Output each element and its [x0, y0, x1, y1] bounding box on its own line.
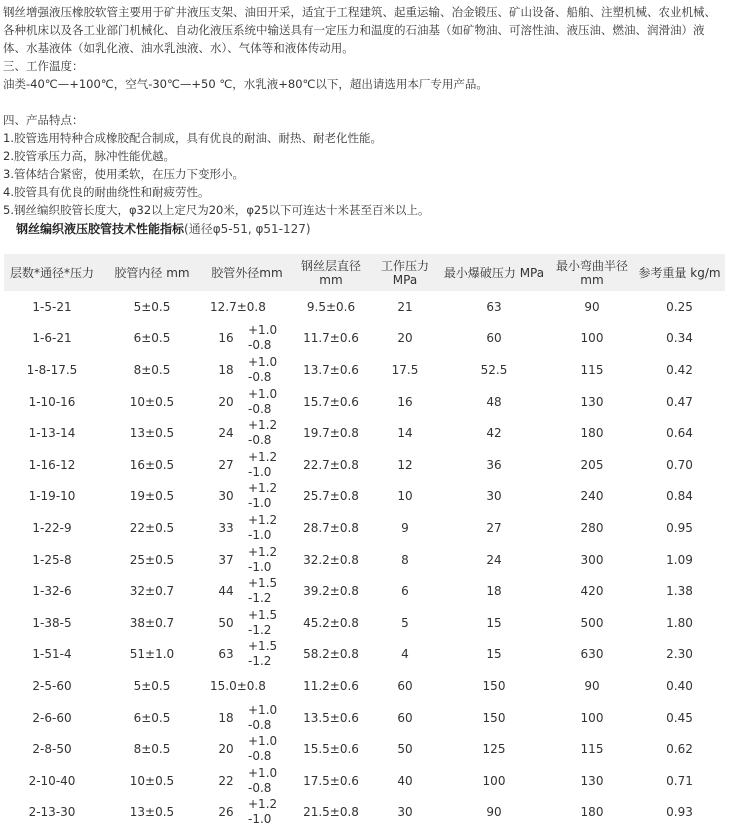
table-row [4, 575, 725, 607]
tolerance-minus: -0.8 [248, 718, 290, 733]
table-row [4, 291, 725, 323]
cell-spec: 1-38-5 [4, 607, 100, 639]
tolerance-minus: -1.2 [248, 654, 290, 669]
cell-burst-pressure: 52.5 [438, 354, 550, 386]
tolerance-plus: +1.5 [248, 608, 290, 623]
cell-wire-diameter: 13.7±0.6 [290, 354, 372, 386]
cell-outer-diameter [204, 544, 290, 576]
cell-working-pressure: 60 [372, 670, 438, 702]
cell-inner-diameter: 13±0.5 [100, 797, 204, 828]
cell-inner-diameter: 8±0.5 [100, 354, 204, 386]
spec-table-body [4, 291, 725, 828]
cell-outer-diameter [204, 323, 290, 355]
feature-item: 3.管体结合紧密，使用柔软，在压力下变形小。 [0, 165, 747, 183]
header-wire-l1: 钢丝层直径 [301, 259, 361, 273]
table-header-row [4, 254, 725, 291]
tolerance-plus: +1.0 [248, 766, 290, 781]
cell-bend-radius: 130 [550, 386, 634, 418]
cell-working-pressure: 9 [372, 512, 438, 544]
cell-outer-diameter [204, 386, 290, 418]
cell-wire-diameter: 15.5±0.6 [290, 733, 372, 765]
cell-weight: 0.40 [634, 670, 725, 702]
cell-burst-pressure: 18 [438, 575, 550, 607]
cell-wire-diameter: 21.5±0.8 [290, 797, 372, 828]
cell-bend-radius: 100 [550, 323, 634, 355]
cell-outer-diameter [204, 512, 290, 544]
cell-weight: 0.84 [634, 481, 725, 513]
cell-weight: 0.45 [634, 702, 725, 734]
outer-diameter-value: 15.0±0.8 [204, 678, 290, 694]
cell-inner-diameter: 10±0.5 [100, 765, 204, 797]
tolerance-plus: +1.2 [248, 545, 290, 560]
cell-working-pressure: 6 [372, 575, 438, 607]
cell-outer-diameter [204, 797, 290, 828]
cell-wire-diameter: 22.7±0.8 [290, 449, 372, 481]
cell-inner-diameter: 5±0.5 [100, 291, 204, 323]
table-row [4, 481, 725, 513]
intro-line-3: 体、水基液体（如乳化液、油水乳浊液、水）、气体等和液体传动用。 [0, 39, 747, 57]
outer-diameter-tolerance [248, 766, 290, 796]
cell-spec: 1-22-9 [4, 512, 100, 544]
outer-diameter-value: 18 [204, 362, 248, 378]
cell-bend-radius: 300 [550, 544, 634, 576]
tolerance-plus: +1.0 [248, 387, 290, 402]
cell-inner-diameter: 19±0.5 [100, 481, 204, 513]
cell-spec: 1-51-4 [4, 639, 100, 671]
outer-diameter-value: 33 [204, 520, 248, 536]
table-subtitle: (通径φ5-51, φ51-127) [184, 222, 311, 236]
outer-diameter-value: 12.7±0.8 [204, 299, 290, 315]
table-row [4, 639, 725, 671]
header-wp-l1: 工作压力 [381, 259, 429, 273]
table-row [4, 544, 725, 576]
cell-inner-diameter: 22±0.5 [100, 512, 204, 544]
cell-spec: 2-6-60 [4, 702, 100, 734]
tolerance-minus: -0.8 [248, 370, 290, 385]
cell-burst-pressure: 30 [438, 481, 550, 513]
tolerance-plus: +1.2 [248, 513, 290, 528]
cell-spec: 1-25-8 [4, 544, 100, 576]
cell-bend-radius: 115 [550, 354, 634, 386]
cell-burst-pressure: 36 [438, 449, 550, 481]
outer-diameter-value: 20 [204, 741, 248, 757]
tolerance-minus: -0.8 [248, 781, 290, 796]
tolerance-minus: -1.2 [248, 591, 290, 606]
cell-spec: 1-5-21 [4, 291, 100, 323]
cell-bend-radius: 205 [550, 449, 634, 481]
cell-wire-diameter: 19.7±0.8 [290, 417, 372, 449]
outer-diameter-value: 18 [204, 710, 248, 726]
tolerance-plus: +1.0 [248, 323, 290, 338]
outer-diameter-tolerance [248, 387, 290, 417]
table-row [4, 765, 725, 797]
cell-inner-diameter: 13±0.5 [100, 417, 204, 449]
cell-bend-radius: 130 [550, 765, 634, 797]
table-row [4, 607, 725, 639]
cell-working-pressure: 5 [372, 607, 438, 639]
cell-spec: 1-6-21 [4, 323, 100, 355]
cell-wire-diameter: 32.2±0.8 [290, 544, 372, 576]
spacer [0, 93, 747, 111]
cell-working-pressure: 50 [372, 733, 438, 765]
cell-wire-diameter: 9.5±0.6 [290, 291, 372, 323]
section-3-heading: 三、工作温度： [0, 57, 747, 75]
cell-weight: 0.47 [634, 386, 725, 418]
cell-burst-pressure: 60 [438, 323, 550, 355]
cell-working-pressure: 12 [372, 449, 438, 481]
cell-bend-radius: 90 [550, 291, 634, 323]
cell-working-pressure: 17.5 [372, 354, 438, 386]
tolerance-plus: +1.5 [248, 576, 290, 591]
table-row [4, 733, 725, 765]
feature-item: 2.胶管承压力高，脉冲性能优越。 [0, 147, 747, 165]
tolerance-minus: -1.2 [248, 623, 290, 638]
tolerance-plus: +1.5 [248, 639, 290, 654]
table-row [4, 702, 725, 734]
cell-bend-radius: 100 [550, 702, 634, 734]
intro-line-1: 钢丝增强液压橡胶软管主要用于矿井液压支架、油田开采，适宜于工程建筑、起重运输、冶金锻压、矿山设备、船舶、注塑机械、农业机械、 [0, 0, 747, 21]
cell-inner-diameter: 32±0.7 [100, 575, 204, 607]
tolerance-minus: -1.0 [248, 496, 290, 511]
header-inner-diameter: 胶管内径 mm [100, 254, 204, 291]
cell-wire-diameter: 28.7±0.8 [290, 512, 372, 544]
cell-burst-pressure: 150 [438, 670, 550, 702]
cell-spec: 2-5-60 [4, 670, 100, 702]
cell-wire-diameter: 58.2±0.8 [290, 639, 372, 671]
header-wire-l2: mm [319, 273, 342, 287]
cell-burst-pressure: 42 [438, 417, 550, 449]
cell-weight: 0.70 [634, 449, 725, 481]
cell-inner-diameter: 5±0.5 [100, 670, 204, 702]
tolerance-minus: -1.0 [248, 465, 290, 480]
outer-diameter-value: 30 [204, 488, 248, 504]
cell-wire-diameter: 17.5±0.6 [290, 765, 372, 797]
header-weight: 参考重量 kg/m [634, 254, 725, 291]
tolerance-minus: -0.8 [248, 749, 290, 764]
tolerance-plus: +1.2 [248, 481, 290, 496]
outer-diameter-value: 63 [204, 646, 248, 662]
cell-outer-diameter [204, 607, 290, 639]
cell-outer-diameter [204, 733, 290, 765]
section-3-text: 油类-40℃—+100℃，空气-30℃—+50 ℃，水乳液+80℃以下，超出请选用本厂专用产品。 [0, 75, 747, 93]
cell-working-pressure: 4 [372, 639, 438, 671]
outer-diameter-value: 44 [204, 583, 248, 599]
tolerance-minus: -0.8 [248, 433, 290, 448]
cell-spec: 2-13-30 [4, 797, 100, 828]
cell-inner-diameter: 25±0.5 [100, 544, 204, 576]
outer-diameter-tolerance [248, 734, 290, 764]
cell-bend-radius: 280 [550, 512, 634, 544]
cell-inner-diameter: 6±0.5 [100, 323, 204, 355]
outer-diameter-value: 20 [204, 394, 248, 410]
header-outer-diameter: 胶管外径mm [204, 254, 290, 291]
outer-diameter-tolerance [248, 545, 290, 575]
feature-item: 5.钢丝编织胶管长度大，φ32以上定尺为20米，φ25以下可连达十米甚至百米以上。 [0, 201, 747, 219]
outer-diameter-value: 27 [204, 457, 248, 473]
tolerance-plus: +1.0 [248, 355, 290, 370]
outer-diameter-value: 22 [204, 773, 248, 789]
feature-item: 4.胶管具有优良的耐曲绕性和耐疲劳性。 [0, 183, 747, 201]
cell-weight: 0.62 [634, 733, 725, 765]
outer-diameter-tolerance [248, 355, 290, 385]
cell-inner-diameter: 8±0.5 [100, 733, 204, 765]
tolerance-minus: -0.8 [248, 338, 290, 353]
cell-inner-diameter: 10±0.5 [100, 386, 204, 418]
cell-spec: 1-8-17.5 [4, 354, 100, 386]
cell-inner-diameter: 51±1.0 [100, 639, 204, 671]
tolerance-plus: +1.2 [248, 797, 290, 812]
cell-weight: 1.80 [634, 607, 725, 639]
cell-wire-diameter: 11.2±0.6 [290, 670, 372, 702]
section-4-heading: 四、产品特点： [0, 111, 747, 129]
cell-spec: 1-16-12 [4, 449, 100, 481]
cell-spec: 1-32-6 [4, 575, 100, 607]
tolerance-plus: +1.0 [248, 703, 290, 718]
cell-spec: 1-13-14 [4, 417, 100, 449]
outer-diameter-tolerance [248, 450, 290, 480]
cell-spec: 1-10-16 [4, 386, 100, 418]
table-title [0, 219, 747, 239]
cell-bend-radius: 240 [550, 481, 634, 513]
table-row [4, 797, 725, 828]
table-row [4, 323, 725, 355]
cell-weight: 0.42 [634, 354, 725, 386]
outer-diameter-tolerance [248, 608, 290, 638]
cell-wire-diameter: 11.7±0.6 [290, 323, 372, 355]
cell-bend-radius: 180 [550, 417, 634, 449]
tolerance-minus: -0.8 [248, 402, 290, 417]
outer-diameter-tolerance [248, 323, 290, 353]
tolerance-plus: +1.2 [248, 450, 290, 465]
cell-burst-pressure: 100 [438, 765, 550, 797]
cell-spec: 2-8-50 [4, 733, 100, 765]
cell-bend-radius: 420 [550, 575, 634, 607]
spec-table [4, 254, 725, 828]
cell-inner-diameter: 6±0.5 [100, 702, 204, 734]
cell-spec: 1-19-10 [4, 481, 100, 513]
cell-burst-pressure: 63 [438, 291, 550, 323]
cell-burst-pressure: 90 [438, 797, 550, 828]
cell-bend-radius: 500 [550, 607, 634, 639]
cell-bend-radius: 180 [550, 797, 634, 828]
cell-working-pressure: 30 [372, 797, 438, 828]
cell-inner-diameter: 16±0.5 [100, 449, 204, 481]
cell-wire-diameter: 39.2±0.8 [290, 575, 372, 607]
table-row [4, 670, 725, 702]
header-burst-pressure: 最小爆破压力 MPa [438, 254, 550, 291]
table-row [4, 417, 725, 449]
table-row [4, 512, 725, 544]
header-spec: 层数*通径*压力 [4, 254, 100, 291]
cell-outer-diameter [204, 639, 290, 671]
cell-weight: 0.25 [634, 291, 725, 323]
cell-burst-pressure: 150 [438, 702, 550, 734]
tolerance-plus: +1.0 [248, 734, 290, 749]
cell-weight: 0.93 [634, 797, 725, 828]
cell-spec: 2-10-40 [4, 765, 100, 797]
cell-burst-pressure: 15 [438, 607, 550, 639]
cell-outer-diameter [204, 354, 290, 386]
table-row [4, 449, 725, 481]
outer-diameter-value: 16 [204, 330, 248, 346]
cell-wire-diameter: 45.2±0.8 [290, 607, 372, 639]
cell-working-pressure: 14 [372, 417, 438, 449]
cell-wire-diameter: 25.7±0.8 [290, 481, 372, 513]
cell-weight: 1.09 [634, 544, 725, 576]
cell-burst-pressure: 15 [438, 639, 550, 671]
outer-diameter-tolerance [248, 513, 290, 543]
tolerance-minus: -1.0 [248, 528, 290, 543]
cell-working-pressure: 60 [372, 702, 438, 734]
cell-burst-pressure: 125 [438, 733, 550, 765]
cell-working-pressure: 16 [372, 386, 438, 418]
header-bend-l2: mm [580, 273, 603, 287]
cell-inner-diameter: 38±0.7 [100, 607, 204, 639]
cell-working-pressure: 21 [372, 291, 438, 323]
tolerance-minus: -1.0 [248, 560, 290, 575]
outer-diameter-tolerance [248, 703, 290, 733]
cell-outer-diameter [204, 575, 290, 607]
cell-working-pressure: 10 [372, 481, 438, 513]
intro-line-2: 各种机床以及各工业部门机械化、自动化液压系统中输送具有一定压力和温度的石油基（如矿物油、可溶性油、液压油、燃油、润滑油）液 [0, 21, 747, 39]
cell-outer-diameter [204, 291, 290, 323]
cell-weight: 1.38 [634, 575, 725, 607]
cell-wire-diameter: 15.7±0.6 [290, 386, 372, 418]
cell-burst-pressure: 48 [438, 386, 550, 418]
cell-working-pressure: 8 [372, 544, 438, 576]
outer-diameter-tolerance [248, 481, 290, 511]
feature-item: 1.胶管选用特种合成橡胶配合制成，具有优良的耐油、耐热、耐老化性能。 [0, 129, 747, 147]
outer-diameter-value: 37 [204, 552, 248, 568]
cell-working-pressure: 40 [372, 765, 438, 797]
cell-bend-radius: 630 [550, 639, 634, 671]
cell-wire-diameter: 13.5±0.6 [290, 702, 372, 734]
header-wp-l2: MPa [393, 273, 417, 287]
outer-diameter-value: 26 [204, 804, 248, 820]
header-wire-diameter [290, 254, 372, 291]
outer-diameter-tolerance [248, 418, 290, 448]
header-working-pressure [372, 254, 438, 291]
cell-burst-pressure: 27 [438, 512, 550, 544]
outer-diameter-value: 50 [204, 615, 248, 631]
cell-weight: 0.34 [634, 323, 725, 355]
outer-diameter-tolerance [248, 639, 290, 669]
cell-bend-radius: 90 [550, 670, 634, 702]
outer-diameter-tolerance [248, 576, 290, 606]
cell-weight: 0.71 [634, 765, 725, 797]
table-title-text: 钢丝编织液压胶管技术性能指标 [16, 222, 184, 236]
cell-outer-diameter [204, 417, 290, 449]
tolerance-minus: -1.0 [248, 812, 290, 827]
header-bend-radius [550, 254, 634, 291]
cell-outer-diameter [204, 670, 290, 702]
cell-outer-diameter [204, 765, 290, 797]
cell-weight: 2.30 [634, 639, 725, 671]
table-row [4, 354, 725, 386]
table-row [4, 386, 725, 418]
cell-outer-diameter [204, 702, 290, 734]
tolerance-plus: +1.2 [248, 418, 290, 433]
outer-diameter-value: 24 [204, 425, 248, 441]
outer-diameter-tolerance [248, 797, 290, 827]
cell-working-pressure: 20 [372, 323, 438, 355]
cell-outer-diameter [204, 481, 290, 513]
cell-bend-radius: 115 [550, 733, 634, 765]
cell-burst-pressure: 24 [438, 544, 550, 576]
header-bend-l1: 最小弯曲半径 [556, 259, 628, 273]
cell-weight: 0.95 [634, 512, 725, 544]
cell-weight: 0.64 [634, 417, 725, 449]
cell-outer-diameter [204, 449, 290, 481]
